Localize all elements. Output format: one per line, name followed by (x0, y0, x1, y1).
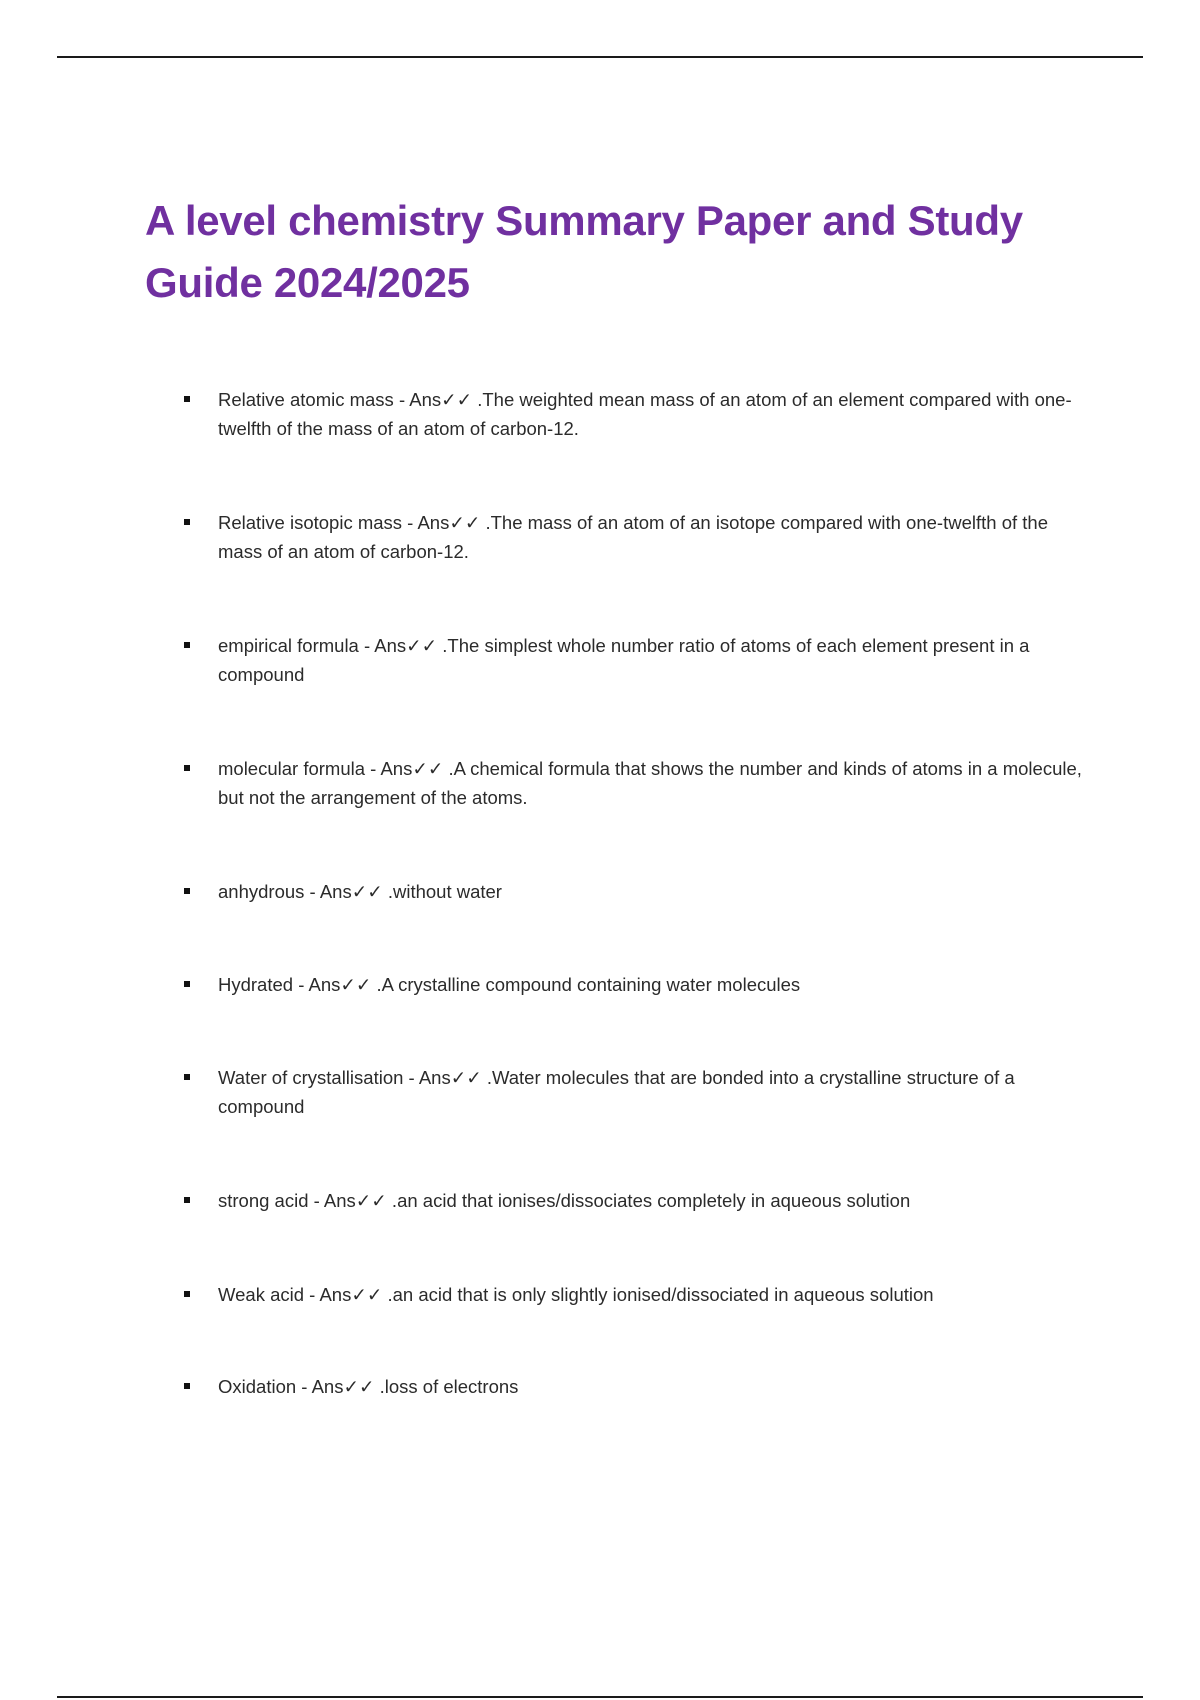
footer-rule (57, 1696, 1143, 1698)
item-text: Oxidation - Ans✓✓ .loss of electrons (218, 1376, 519, 1397)
bullet-icon (184, 888, 190, 894)
bullet-icon (184, 519, 190, 525)
item-text: Relative atomic mass - Ans✓✓ .The weighted mean mass of an atom of an element compared with one-twelfth of the mass of an atom of carbon-12. (218, 389, 1072, 439)
item-text: Relative isotopic mass - Ans✓✓ .The mass of an atom of an isotope compared with one-twelfth of the mass of an atom of carbon-12. (218, 512, 1048, 562)
document-title: A level chemistry Summary Paper and Study Guide 2024/2025 (145, 197, 1023, 306)
item-text: Hydrated - Ans✓✓ .A crystalline compound containing water molecules (218, 974, 801, 995)
header-rule (57, 56, 1143, 58)
bullet-icon (184, 1383, 190, 1389)
item-text: empirical formula - Ans✓✓ .The simplest whole number ratio of atoms of each element present in a compound (218, 635, 1030, 685)
item-text: Water of crystallisation - Ans✓✓ .Water molecules that are bonded into a crystalline structure of a compound (218, 1067, 1015, 1117)
bullet-icon (184, 642, 190, 648)
bullet-icon (184, 1291, 190, 1297)
item-text: strong acid - Ans✓✓ .an acid that ionises/dissociates completely in aqueous solution (218, 1190, 911, 1211)
bullet-icon (184, 765, 190, 771)
item-text: molecular formula - Ans✓✓ .A chemical formula that shows the number and kinds of atoms in a molecule, but not the arrangement of the atoms. (218, 758, 1082, 808)
bullet-icon (184, 1074, 190, 1080)
bullet-icon (184, 981, 190, 987)
bullet-icon (184, 1197, 190, 1203)
bullet-icon (184, 396, 190, 402)
item-text: anhydrous - Ans✓✓ .without water (218, 881, 502, 902)
item-text: Weak acid - Ans✓✓ .an acid that is only slightly ionised/dissociated in aqueous solution (218, 1284, 934, 1305)
